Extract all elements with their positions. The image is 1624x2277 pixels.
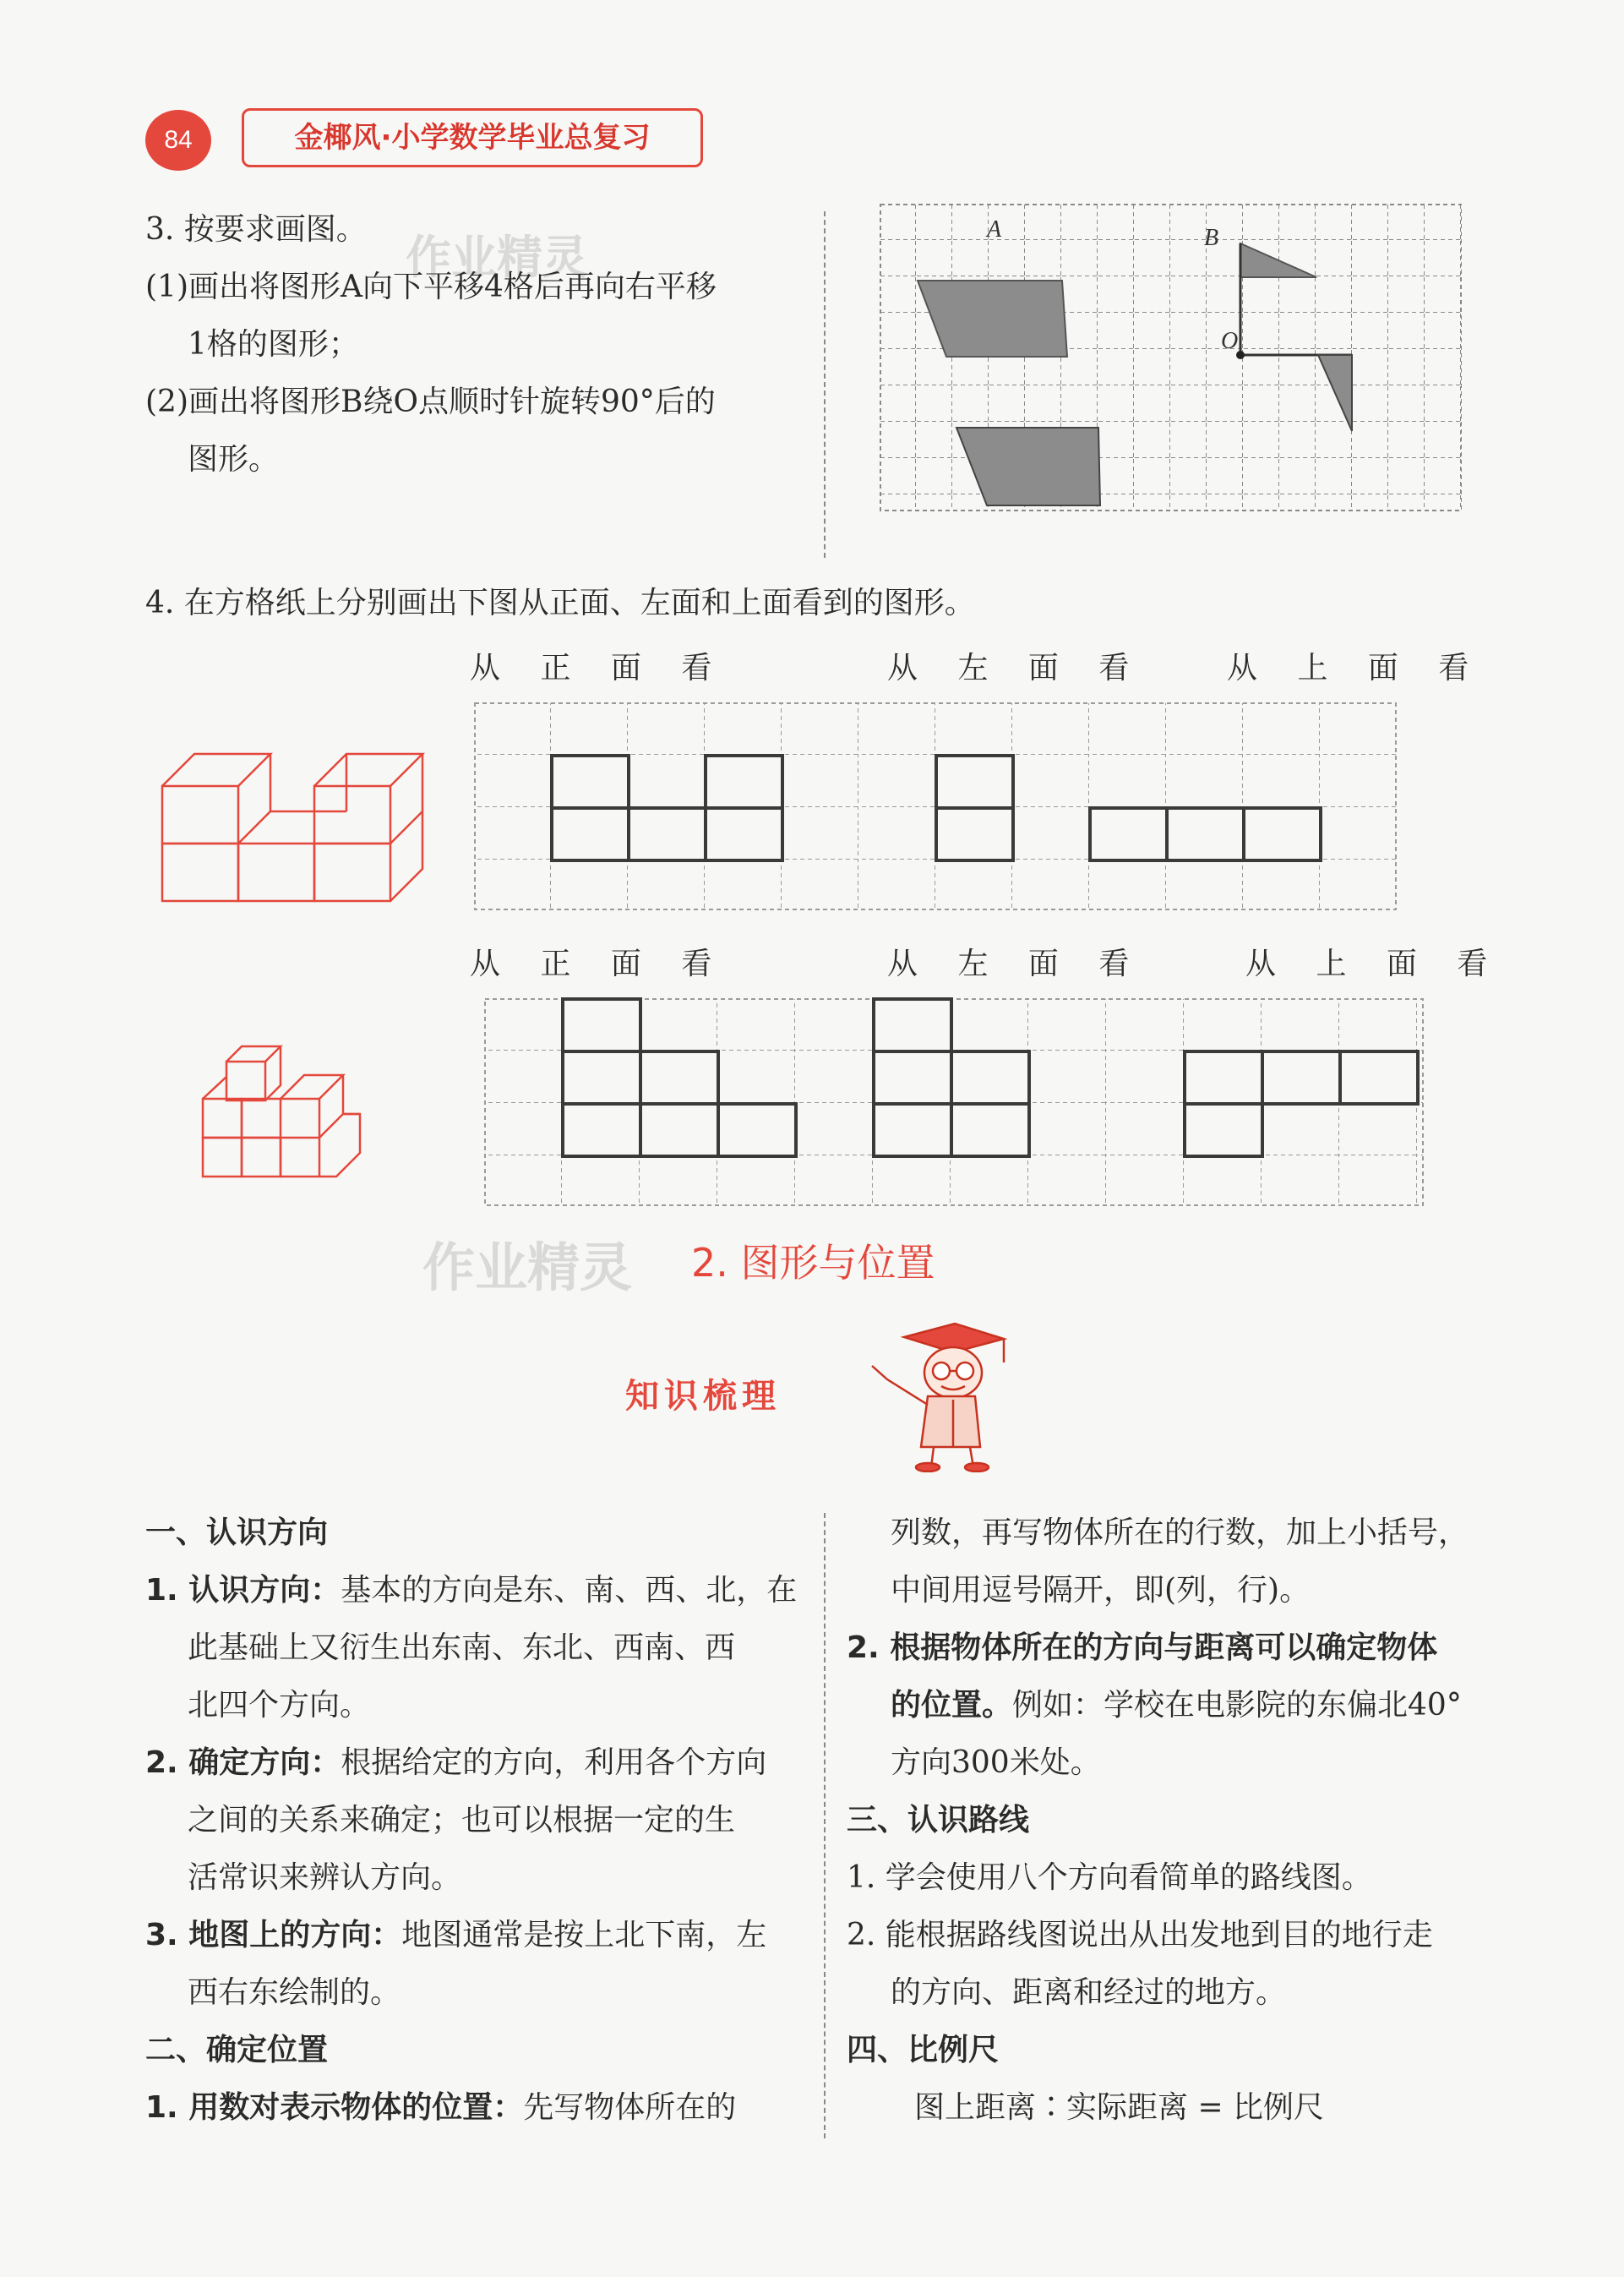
label-top-view: 从 上 面 看 xyxy=(1227,651,1485,685)
book-title-banner: 金椰风·小学数学毕业总复习 xyxy=(242,108,703,167)
label-front-view: 从 正 面 看 xyxy=(470,651,728,685)
column-divider xyxy=(824,1513,826,2138)
text-line: 活常识来辨认方向。 xyxy=(188,1860,462,1895)
q3-line: (1)画出将图形A向下平移4格后再向右平移 xyxy=(145,270,717,304)
text-line: 的方向、距离和经过的地方。 xyxy=(891,1975,1287,2010)
knowledge-heading: 知识梳理 xyxy=(625,1377,781,1416)
label-b: B xyxy=(1204,225,1219,251)
q3-title: 3. 按要求画图。 xyxy=(145,212,367,247)
watermark: 作业精灵 xyxy=(406,231,588,284)
view-grid-row-2 xyxy=(483,997,1430,1207)
transform-grid-diagram xyxy=(879,203,1462,516)
text-line: 列数，再写物体所在的行数，加上小括号， xyxy=(891,1515,1469,1550)
text-line: 的位置。例如：学校在电影院的东偏北40° xyxy=(891,1688,1462,1723)
heading-directions: 一、认识方向 xyxy=(145,1515,329,1550)
text-line: 西右东绘制的。 xyxy=(188,1975,401,2010)
cube-figure-2 xyxy=(194,1023,363,1183)
scale-formula: 图上距离∶实际距离 = 比例尺 xyxy=(914,2090,1325,2125)
column-divider xyxy=(824,211,826,558)
section-title: 2. 图形与位置 xyxy=(691,1240,935,1286)
text-line: 之间的关系来确定；也可以根据一定的生 xyxy=(188,1803,736,1837)
item-recognize-direction: 1. 认识方向：基本的方向是东、南、西、北，在 xyxy=(145,1573,798,1608)
text-line: 此基础上又衍生出东南、东北、西南、西 xyxy=(188,1630,736,1665)
label-left-view: 从 左 面 看 xyxy=(887,651,1145,685)
label-o: O xyxy=(1221,328,1239,354)
text-line: 方向300米处。 xyxy=(891,1745,1101,1780)
watermark: 作业精灵 xyxy=(422,1237,633,1298)
heading-routes: 三、认识路线 xyxy=(847,1803,1030,1837)
heading-scale: 四、比例尺 xyxy=(847,2033,1000,2067)
text-line: 中间用逗号隔开，即(列，行)。 xyxy=(891,1573,1311,1608)
q3-line: 图形。 xyxy=(188,442,280,477)
q3-line: 1格的图形； xyxy=(188,327,359,362)
label-a: A xyxy=(987,216,1002,243)
label-front-view: 从 正 面 看 xyxy=(470,947,728,981)
cube-figure-1 xyxy=(152,710,439,904)
item-number-pair: 1. 用数对表示物体的位置：先写物体所在的 xyxy=(145,2090,737,2125)
item-determine-direction: 2. 确定方向：根据给定的方向，利用各个方向 xyxy=(145,1745,767,1780)
heading-position: 二、确定位置 xyxy=(145,2033,329,2067)
q4-title: 4. 在方格纸上分别画出下图从正面、左面和上面看到的图形。 xyxy=(145,586,975,620)
label-top-view: 从 上 面 看 xyxy=(1245,947,1503,981)
item-map-direction: 3. 地图上的方向：地图通常是按上北下南，左 xyxy=(145,1918,767,1952)
item-route-map: 1. 学会使用八个方向看简单的路线图。 xyxy=(847,1860,1372,1895)
view-grid-row-1 xyxy=(473,702,1403,911)
label-left-view: 从 左 面 看 xyxy=(887,947,1145,981)
item-direction-distance: 2. 根据物体所在的方向与距离可以确定物体 xyxy=(847,1630,1438,1665)
text-line: 北四个方向。 xyxy=(188,1688,371,1723)
page-number: 84 xyxy=(145,110,211,171)
teacher-mascot-icon xyxy=(853,1312,1022,1472)
item-route-describe: 2. 能根据路线图说出从出发地到目的地行走 xyxy=(847,1918,1433,1952)
q3-line: (2)画出将图形B绕O点顺时针旋转90°后的 xyxy=(145,385,716,419)
